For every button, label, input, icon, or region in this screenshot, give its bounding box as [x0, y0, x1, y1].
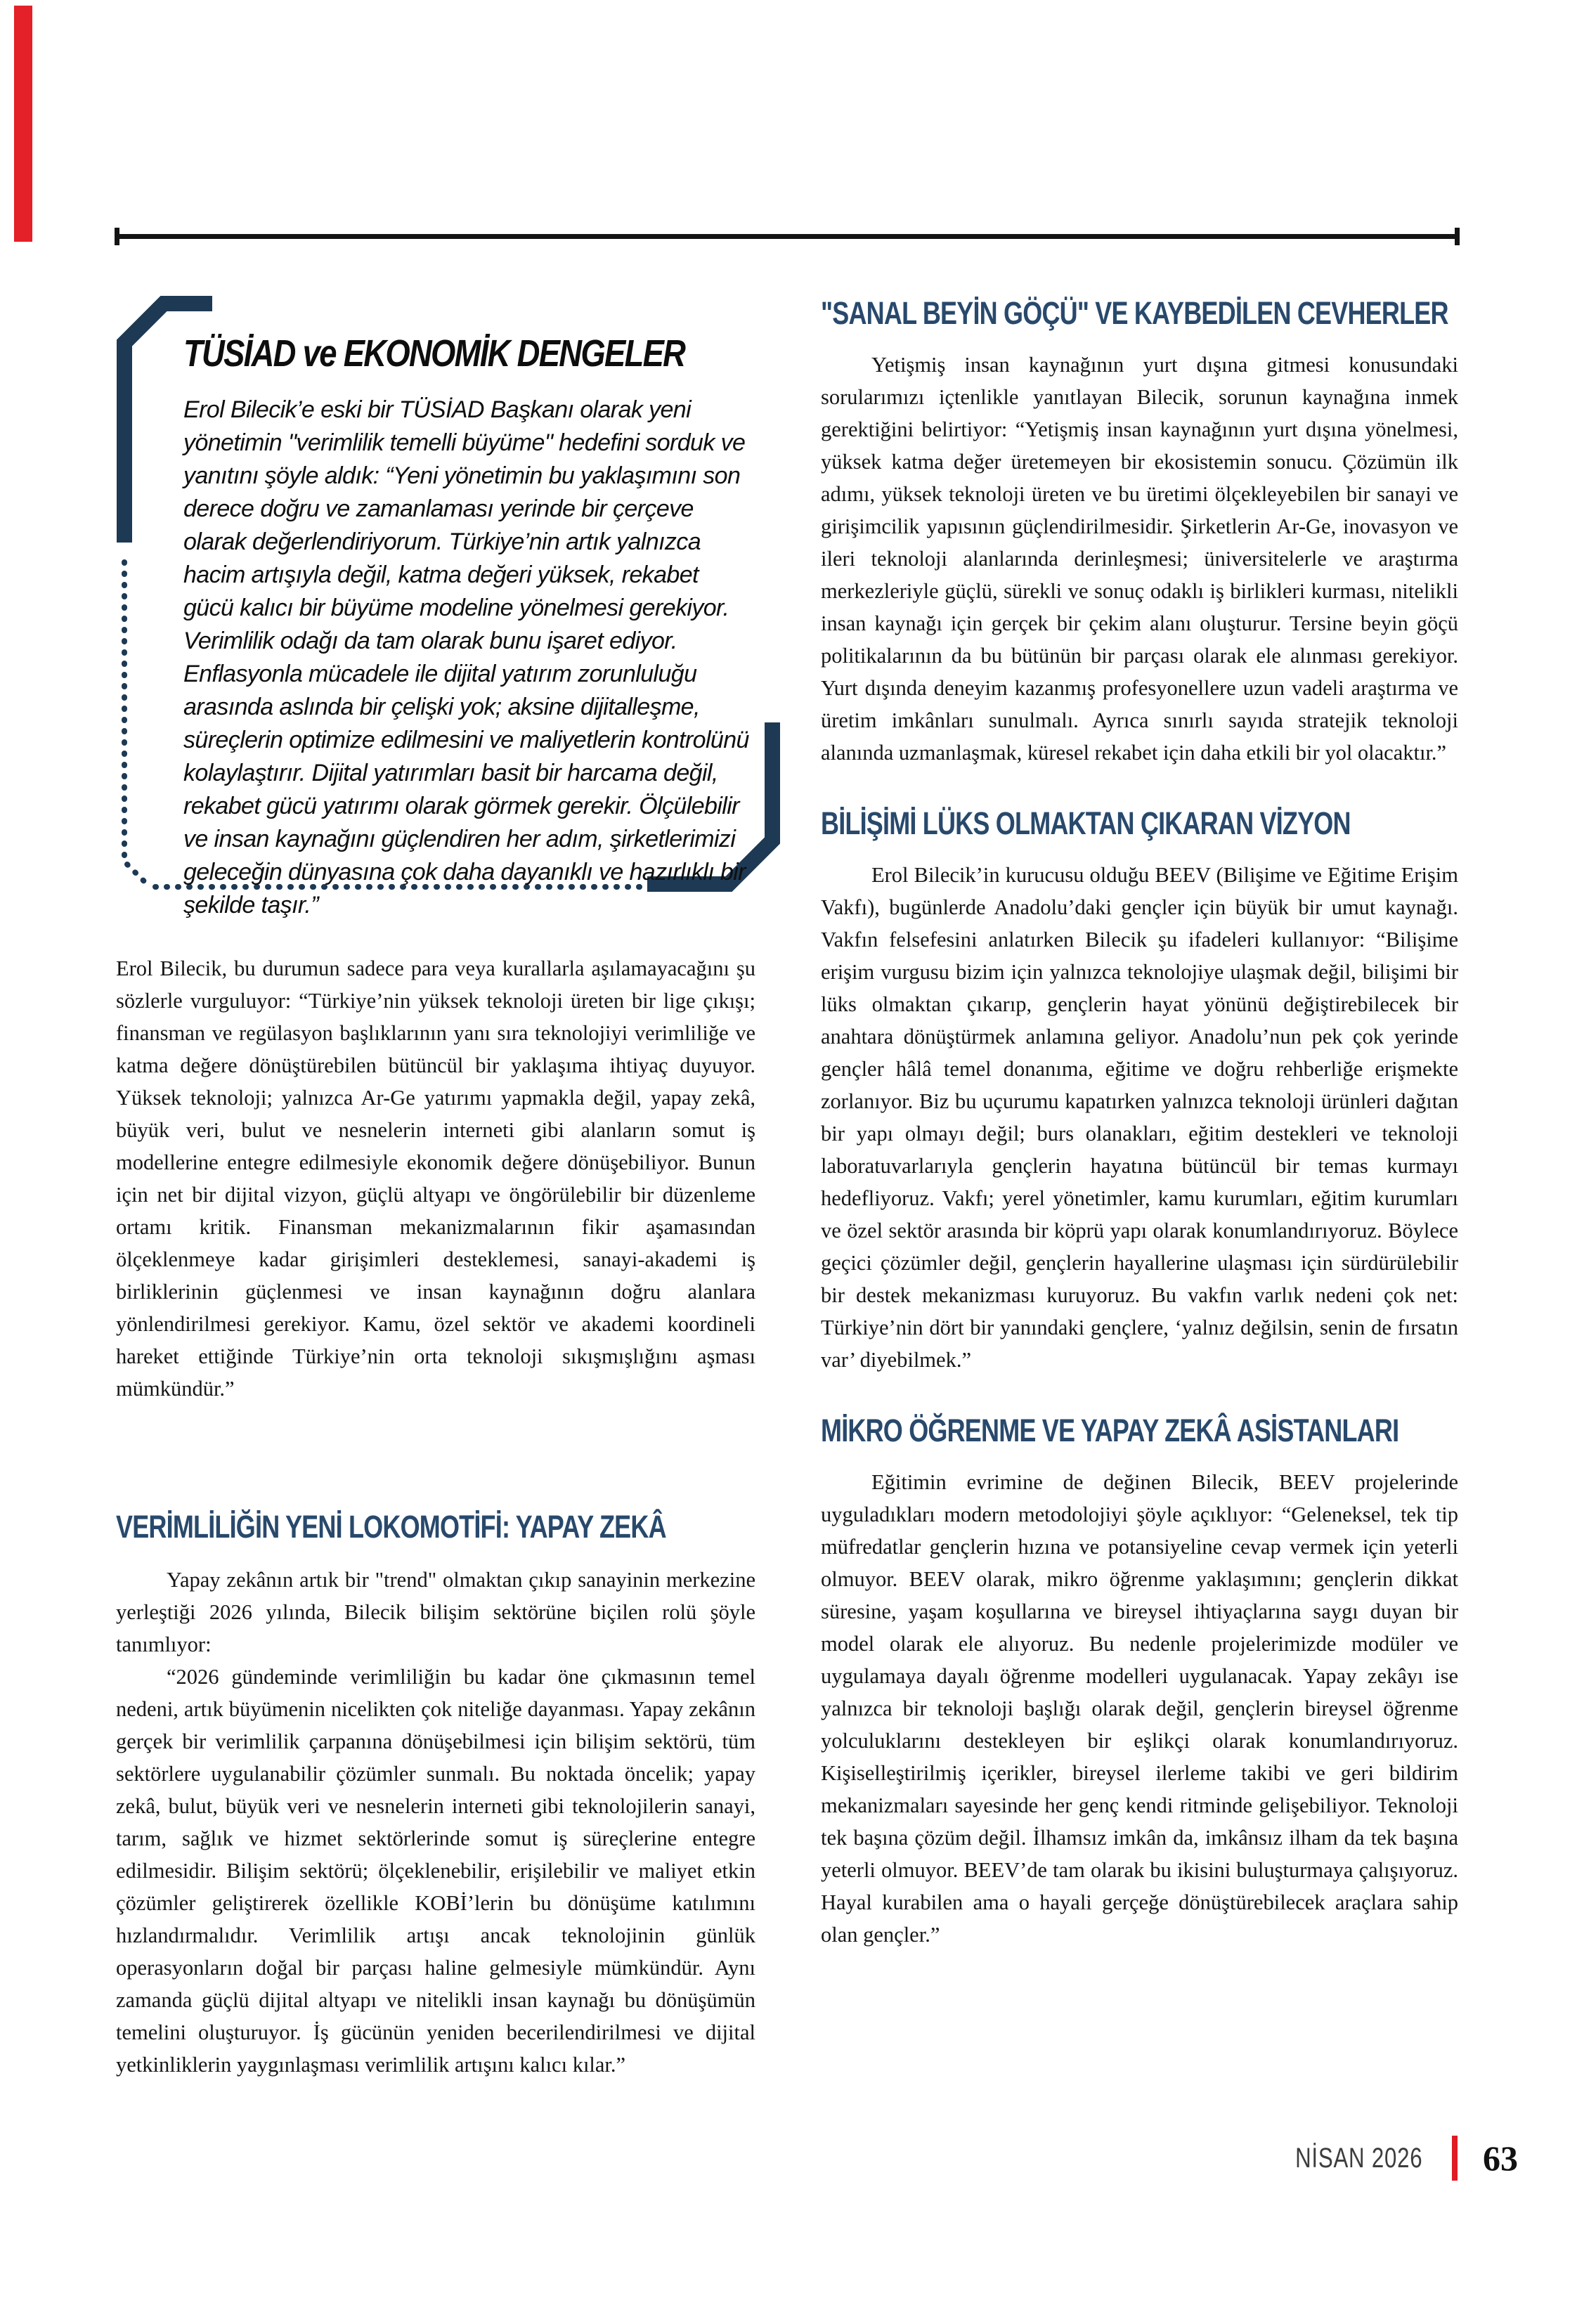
left-paragraph-3: “2026 gündeminde verimliliğin bu kadar öne çıkmasının temel nedeni, artık büyümenin nicelikten çok niteliğe dayanması. Yapay zekânın gerçek bir verimlilik çarpanına dönüşebilmesi için bilişim sektörü, tüm sektörlere uygulanabilir çözümler sunmalı. Bu noktada öncelik; yapay zekâ, bulut, büyük veri ve nesnelerin interneti gibi teknolojilerin sanayi, tarım, sağlık ve hizmet sektörlerinde somut iş süreçlerine entegre edilmesidir. Bilişim sektörü; ölçeklenebilir, erişilebilir ve maliyet etkin çözümler geliştirerek özellikle KOBİ’lerin bu dönüşüme katılımını hızlandırmalıdır. Verimlilik artışı ancak teknolojinin günlük operasyonların doğal bir parçası haline gelmesiyle mümkündür. Aynı zamanda güçlü dijital altyapı ve nitelikli insan kaynağı bu dönüşümün temelini oluşturuyor. İş gücünün yeniden becerilendirilmesi ve dijital yetkinliklerin yaygınlaşması verimlilik artışını kalıcı kılar.”: [116, 1665, 755, 2077]
footer-page-number: 63: [1483, 2138, 1518, 2178]
page-edge-red-tab: [14, 6, 32, 242]
quote-title: TÜSİAD ve EKONOMİK DENGELER: [183, 332, 685, 375]
right-paragraph-2: Erol Bilecik’in kurucusu olduğu BEEV (Bilişime ve Eğitime Erişim Vakfı), bugünlerde Anadolu’daki gençler için büyük bir umut kaynağı. Vakfın felsefesini anlatırken Bilecik şu ifadeleri kullanıyor: “Bilişime erişim vurgusu bizim için yalnızca teknolojiye ulaşmak değil, bilişimi bir lüks olmaktan çıkarıp, gençlerin hayat yönünü değiştirebilecek bir anahtara dönüştürmek anlamına geliyor. Anadolu’nun pek çok yerinde gençler hâlâ temel donanıma, eğitime ve doğru rehberliğe erişmekte zorlanıyor. Biz bu uçurumu kapatırken yalnızca teknoloji ürünleri dağıtan bir yapı olmayı değil; burs olanakları, eğitim destekleri ve teknoloji laboratuvarlarıyla gençlerin hayatına bütüncül bir temas kurmayı hedefliyoruz. Vakfı; yerel yönetimler, kamu kurumları, eğitim kurumları ve özel sektör arasında bir köprü yapı olarak konumlandırıyoruz. Böylece geçici çözümler değil, gençlerin hayallerine ulaşması için sürdürülebilir bir destek mekanizması kuruyoruz. Bu vakfın varlık nedeni çok net: Türkiye’nin dört bir yanındaki gençlere, ‘yalnız değilsin, senin de fırsatın var’ diyebilmek.”: [821, 863, 1458, 1372]
section-heading-brain-drain: "SANAL BEYİN GÖÇÜ" VE KAYBEDİLEN CEVHERLER: [821, 295, 1448, 331]
section-heading-vision: BİLİŞİMİ LÜKS OLMAKTAN ÇIKARAN VİZYON: [821, 805, 1351, 841]
pull-quote-box: [116, 295, 780, 918]
left-paragraph-1: Erol Bilecik, bu durumun sadece para veya kurallarla aşılamayacağını şu sözlerle vurguluyor: “Türkiye’nin yüksek teknoloji üreten bir lige çıkışı; finansman ve regülasyon başlıklarının yanı sıra teknolojiyi verimliliğe ve katma değere dönüştürebilen bütüncül bir yaklaşıma ihtiyaç duyuyor. Yüksek teknoloji; yalnızca Ar-Ge yatırımı yapmakla değil, yapay zekâ, büyük veri, bulut ve nesnelerin interneti gibi alanların somut iş modellerine entegre edilmesiyle ekonomik değere dönüşebiliyor. Bunun için net bir dijital vizyon, güçlü altyapı ve öngörülebilir bir düzenleme ortamı kritik. Finansman mekanizmalarının fikir aşamasından ölçeklenmeye kadar girişimleri desteklemesi, sanayi-akademi iş birliklerinin güçlenmesi ve insan kaynağının doğru alanlara yönlendirilmesi gerekiyor. Kamu, özel sektör ve akademi koordineli hareket ettiğinde Türkiye’nin orta teknoloji sıkışmışlığını aşması mümkündür.”: [116, 956, 755, 1401]
top-horizontal-rule: [116, 234, 1458, 239]
section-heading-micro-learning: MİKRO ÖĞRENME VE YAPAY ZEKÂ ASİSTANLARI: [821, 1413, 1399, 1448]
quote-content: [116, 295, 780, 922]
quote-body-text: Erol Bilecik’e eski bir TÜSİAD Başkanı olarak yeni yönetimin "verimlilik temelli büyüme" hedefini sorduk ve yanıtını şöyle aldık: “Yeni yönetimin bu yaklaşımını son derece doğru ve zamanlaması yerinde bir çerçeve olarak değerlendiriyorum. Türkiye’nin artık yalnızca hacim artışıyla değil, katma değeri yüksek, rekabet gücü kalıcı bir büyüme modeline yönelmesi gerekiyor. Verimlilik odağı da tam olarak bunu işaret ediyor. Enflasyonla mücadele ile dijital yatırım zorunluluğu arasında aslında bir çelişki yok; aksine dijitalleşme, süreçlerin optimize edilmesini ve maliyetlerin kontrolünü kolaylaştırır. Dijital yatırımları basit bir harcama değil, rekabet gücü yatırımı olarak görmek gerekir. Ölçülebilir ve insan kaynağını güçlendiren her adım, şirketlerimizi geleceğin dünyasına çok daha dayanıklı ve hazırlıklı bir şekilde taşır.”: [183, 396, 749, 918]
right-paragraph-3: Eğitimin evrimine de değinen Bilecik, BEEV projelerinde uyguladıkları modern metodolojiyi şöyle açıklıyor: “Geleneksel, tek tip müfredatlar gençlerin hızına ve potansiyeline cevap vermek için yeterli olmuyor. BEEV olarak, mikro öğrenme yaklaşımını; gençlerin dikkat süresine, yaşam koşullarına ve bireysel ihtiyaçlarına saygı duyan bir model olarak ele alıyoruz. Bu nedenle projelerimizde modüler ve uygulamaya dayalı öğrenme modelleri uygulanacak. Yapay zekâyı ise yalnızca bir teknoloji başlığı olarak değil, gençlerin bireysel öğrenme yolculuklarını destekleyen bir eşlikçi olarak konumlandırıyoruz. Kişiselleştirilmiş içerikler, bireysel ilerleme takibi ve geri bildirim mekanizmaları sayesinde her genç kendi ritminde gelişebiliyor. Teknoloji tek başına çözüm değil. İlhamsız imkân da, imkânsız ilham da tek başına yeterli olmuyor. BEEV’de tam olarak bu ikisini buluşturmaya çalışıyoruz. Hayal kurabilen ama o hayali gerçeğe dönüştürebilecek araçlara sahip olan gençler.”: [821, 1470, 1458, 1947]
right-column: [821, 295, 1458, 1951]
right-paragraph-1: Yetişmiş insan kaynağının yurt dışına gitmesi konusundaki sorularımızı içtenlikle yanıtlayan Bilecik, sorunun kaynağına inmek gerektiğini belirtiyor: “Yetişmiş insan kaynağının yurt dışına yönelmesi, yüksek katma değer üretemeyen bir ekosistemin sonucu. Çözümün ilk adımı, yüksek teknoloji üreten ve bu üretimi ölçekleyebilen bir sanayi ve girişimcilik yapısının güçlendirilmesidir. Şirketlerin Ar-Ge, inovasyon ve ileri teknoloji alanlarında derinleşmesi; üniversitelerle ve araştırma merkezleriyle güçlü, sürekli ve sonuç odaklı iş birlikleri kurması, nitelikli insan kaynağı için gerçek bir çekim alanı oluşturur. Tersine beyin göçü politikalarının da bu bütünün bir parçası olarak ele alınması gerekiyor. Yurt dışında deneyim kazanmış profesyonellere uzun vadeli araştırma ve üretim imkânları sunulmalı. Ayrıca sınırlı sayıda stratejik teknoloji alanında uzmanlaşmak, küresel rekabet için daha etkili bir yol olacaktır.”: [821, 353, 1458, 765]
footer-issue-date: NİSAN 2026: [1294, 2142, 1422, 2174]
left-paragraph-2: Yapay zekânın artık bir "trend" olmaktan çıkıp sanayinin merkezine yerleştiği 2026 yılında, Bilecik bilişim sektörüne biçilen rolü şöyle tanımlıyor:: [116, 1568, 755, 1656]
section-heading-productivity: VERİMLİLİĞİN YENİ LOKOMOTİFİ: YAPAY ZEKÂ: [116, 1509, 666, 1545]
page-footer: [1259, 2135, 1518, 2181]
left-column: [116, 295, 755, 2081]
footer-red-divider: [1452, 2136, 1458, 2181]
